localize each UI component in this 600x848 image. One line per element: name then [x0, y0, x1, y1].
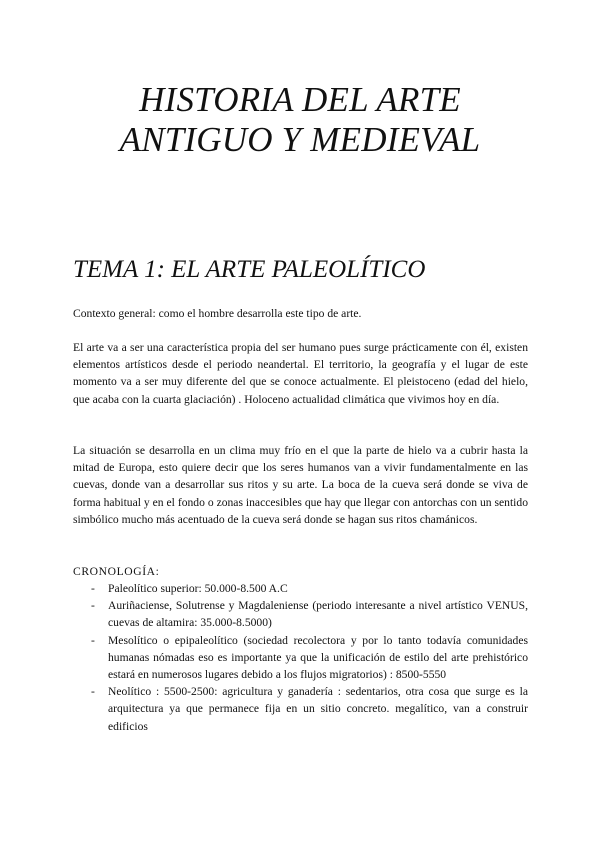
paragraph-art-origin: El arte va a ser una característica propia del ser humano pues surge prácticamente con él, existen elementos artísticos desde el periodo neandertal. El territorio, la geografía y el lugar de este momento va a ser muy diferente del que se conoce actualmente. El pleistoceno (edad del hielo, que acaba con la cuarta glaciación) . Holoceno actualidad climática que vivimos hoy en día.: [73, 341, 528, 406]
title-line-2: ANTIGUO Y MEDIEVAL: [119, 120, 481, 159]
list-item: - Neolítico : 5500-2500: agricultura y ganadería : sedentarios, otra cosa que surge es la arquitectura ya que permanece fija en un sitio concreto. megalítico, van a construir edificios: [73, 683, 528, 735]
document-title: [0, 80, 600, 160]
paragraph-context: Contexto general: como el hombre desarrolla este tipo de arte.: [73, 307, 362, 320]
chronology-list: [73, 580, 528, 735]
section-title: TEMA 1: EL ARTE PALEOLÍTICO: [73, 256, 426, 283]
list-item: - Auriñaciense, Solutrense y Magdaleniense (periodo interesante a nivel artístico VENUS, cuevas de altamira: 35.000-8.5000): [73, 597, 528, 631]
list-item: - Mesolítico o epipaleolítico (sociedad recolectora y por lo tanto todavía comunidades humanas nómadas eso es importante ya que la unificación de estilo del arte prehistórico estará en numerosos lugares debido a los flujos migratorios) : 8500-5550: [73, 632, 528, 684]
chronology-heading: CRONOLOGÍA:: [73, 565, 160, 578]
list-item: - Paleolítico superior: 50.000-8.500 A.C: [73, 580, 528, 597]
paragraph-situation: La situación se desarrolla en un clima muy frío en el que la parte de hielo va a cubrir hasta la mitad de Europa, esto quiere decir que los seres humanos van a vivir fundamentalmente en las cuevas, donde van a desarrollar sus ritos y su arte. La boca de la cueva será donde se viva de forma habitual y en el fondo o zonas inaccesibles que hay que llegar con antorchas con un sentido simbólico mucho más acentuado de la cueva será donde se hagan sus ritos chamánicos.: [73, 444, 528, 526]
title-line-1: HISTORIA DEL ARTE: [139, 80, 461, 119]
